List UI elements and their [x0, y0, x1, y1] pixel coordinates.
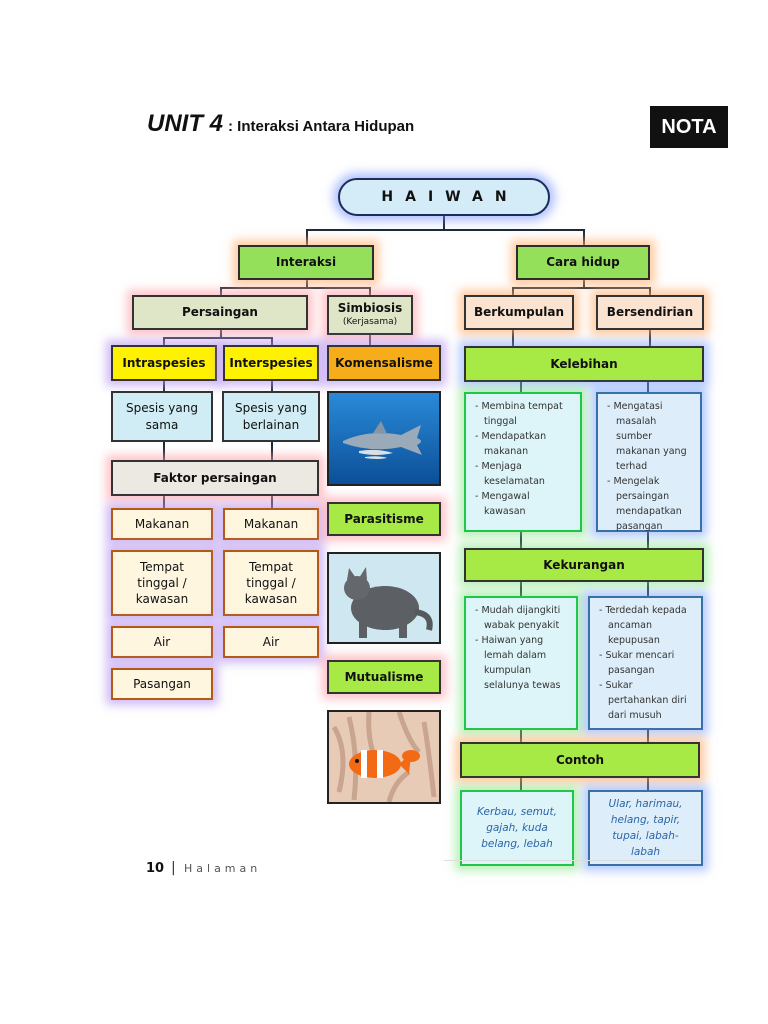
- list-item: - Sukar pertahankan diri dari musuh: [596, 678, 695, 723]
- intra-factor: Air: [111, 626, 213, 658]
- node-berkumpulan: Berkumpulan: [464, 295, 574, 330]
- footer-label: Halaman: [184, 862, 262, 875]
- nota-badge: NOTA: [650, 106, 728, 148]
- cat-image: [327, 552, 441, 644]
- inter-factor: Air: [223, 626, 319, 658]
- intra-factor: Makanan: [111, 508, 213, 540]
- footer-divider: [444, 860, 700, 861]
- list-item: - Membina tempat tinggal: [472, 399, 574, 429]
- node-faktor-persaingan: Faktor persaingan: [111, 460, 319, 496]
- node-persaingan: Persaingan: [132, 295, 308, 330]
- clownfish-image: [327, 710, 441, 804]
- list-item: - Mendapatkan makanan: [472, 429, 574, 459]
- footer-separator: |: [171, 860, 176, 876]
- list-item: - Sukar mencari pasangan: [596, 648, 695, 678]
- shark-image: [327, 391, 441, 486]
- list-item: - Mengelak persaingan mendapatkan pasangan: [604, 474, 694, 534]
- node-spesis-berlainan: Spesis yang berlainan: [222, 391, 320, 442]
- node-intraspesies: Intraspesies: [111, 345, 217, 381]
- node-interspesies: Interspesies: [223, 345, 319, 381]
- kelebihan-bersendirian-list: [596, 392, 702, 532]
- list-item: - Mudah dijangkiti wabak penyakit: [472, 603, 570, 633]
- node-interaksi: Interaksi: [238, 245, 374, 280]
- page-number: 10: [146, 861, 165, 876]
- unit-number: UNIT 4: [147, 110, 224, 137]
- list-item: - Mengawal kawasan: [472, 489, 574, 519]
- list-item: - Menjaga keselamatan: [472, 459, 574, 489]
- inter-factor: Tempat tinggal / kawasan: [223, 550, 319, 616]
- list-item: - Mengatasi masalah sumber makanan yang terhad: [604, 399, 694, 474]
- simbiosis-label: Simbiosis: [337, 301, 403, 315]
- root-haiwan: HAIWAN: [338, 178, 550, 216]
- intra-factor: Tempat tinggal / kawasan: [111, 550, 213, 616]
- node-komensalisme: Komensalisme: [327, 345, 441, 381]
- kekurangan-berkumpulan-list: [464, 596, 578, 730]
- contoh-bersendirian: Ular, harimau, helang, tapir, tupai, labah-labah: [588, 790, 703, 866]
- page-title: : Interaksi Antara Hidupan: [228, 118, 415, 135]
- node-mutualisme: Mutualisme: [327, 660, 441, 694]
- node-simbiosis: [327, 295, 413, 335]
- node-bersendirian: Bersendirian: [596, 295, 704, 330]
- node-kelebihan: Kelebihan: [464, 346, 704, 382]
- node-cara-hidup: Cara hidup: [516, 245, 650, 280]
- kelebihan-berkumpulan-list: [464, 392, 582, 532]
- kekurangan-bersendirian-list: [588, 596, 703, 730]
- intra-factor: Pasangan: [111, 668, 213, 700]
- contoh-berkumpulan: Kerbau, semut, gajah, kuda belang, lebah: [460, 790, 574, 866]
- node-parasitisme: Parasitisme: [327, 502, 441, 536]
- node-contoh: Contoh: [460, 742, 700, 778]
- list-item: - Terdedah kepada ancaman kepupusan: [596, 603, 695, 648]
- simbiosis-sublabel: (Kerjasama): [342, 317, 398, 327]
- node-spesis-sama: Spesis yang sama: [111, 391, 213, 442]
- list-item: - Haiwan yang lemah dalam kumpulan selalunya tewas: [472, 633, 570, 693]
- inter-factor: Makanan: [223, 508, 319, 540]
- node-kekurangan: Kekurangan: [464, 548, 704, 582]
